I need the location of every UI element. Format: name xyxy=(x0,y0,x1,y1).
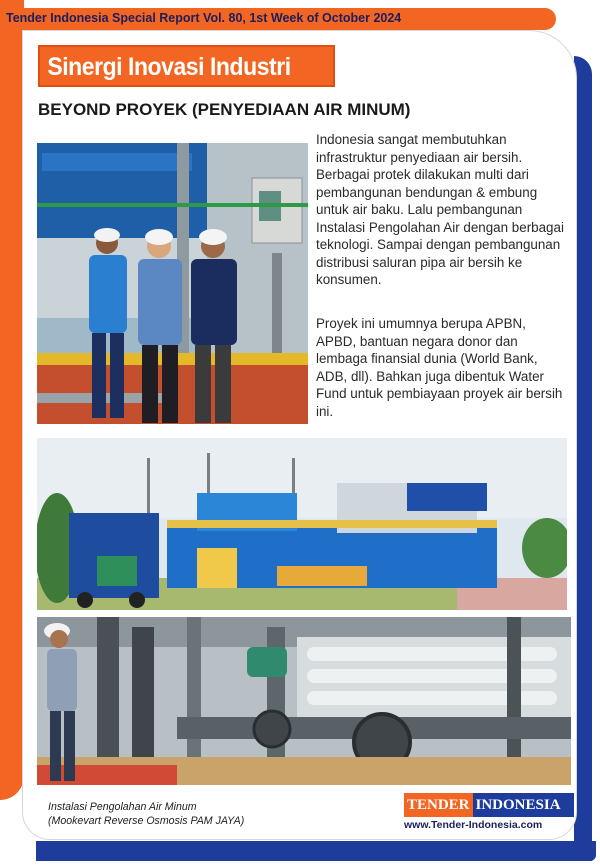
paragraph-1: Indonesia sangat membutuhkan infrastruktur penyediaan air bersih. Berbagai protek dilakukan multi dari pembangunan bendungan & embung untuk air baku. Lalu pembangunan Instalasi Pengolahan Air dengan berbagai teknologi. Sampai dengan pembangunan distribusi saluran pipa air bersih ke konsumen. xyxy=(316,132,564,287)
logo-indonesia-text: INDONESIA xyxy=(473,793,574,817)
treatment-building-photo xyxy=(37,438,567,610)
photo-caption xyxy=(48,800,244,828)
workers-photo xyxy=(37,143,308,424)
caption-line-1: Instalasi Pengolahan Air Minum xyxy=(48,801,197,813)
logo-tender-text: TENDER xyxy=(404,793,473,817)
section-title: Sinergi Inovasi Industri xyxy=(47,53,291,81)
article-subtitle: BEYOND PROYEK (PENYEDIAAN AIR MINUM) xyxy=(38,100,411,119)
caption-line-2: (Mookevart Reverse Osmosis PAM JAYA) xyxy=(48,815,245,827)
left-orange-stripe xyxy=(0,0,24,800)
paragraph-2: Proyek ini umumnya berupa APBN, APBD, bantuan negara donor dan lembaga finansial dunia (World Bank, ADB, dll). Bahkan juga dibentuk Water Fund untuk pembiayaan proyek air bersih ini. xyxy=(316,316,563,419)
pipe-gallery-photo xyxy=(37,617,571,785)
logo-wordmark xyxy=(404,793,574,817)
report-banner xyxy=(0,8,556,30)
tender-indonesia-logo xyxy=(404,793,574,833)
bottom-blue-frame xyxy=(36,841,596,861)
logo-url: www.Tender-Indonesia.com xyxy=(404,819,543,831)
report-banner-text: Tender Indonesia Special Report Vol. 80, 1st Week of October 2024 xyxy=(6,11,402,25)
section-title-box xyxy=(38,45,335,87)
